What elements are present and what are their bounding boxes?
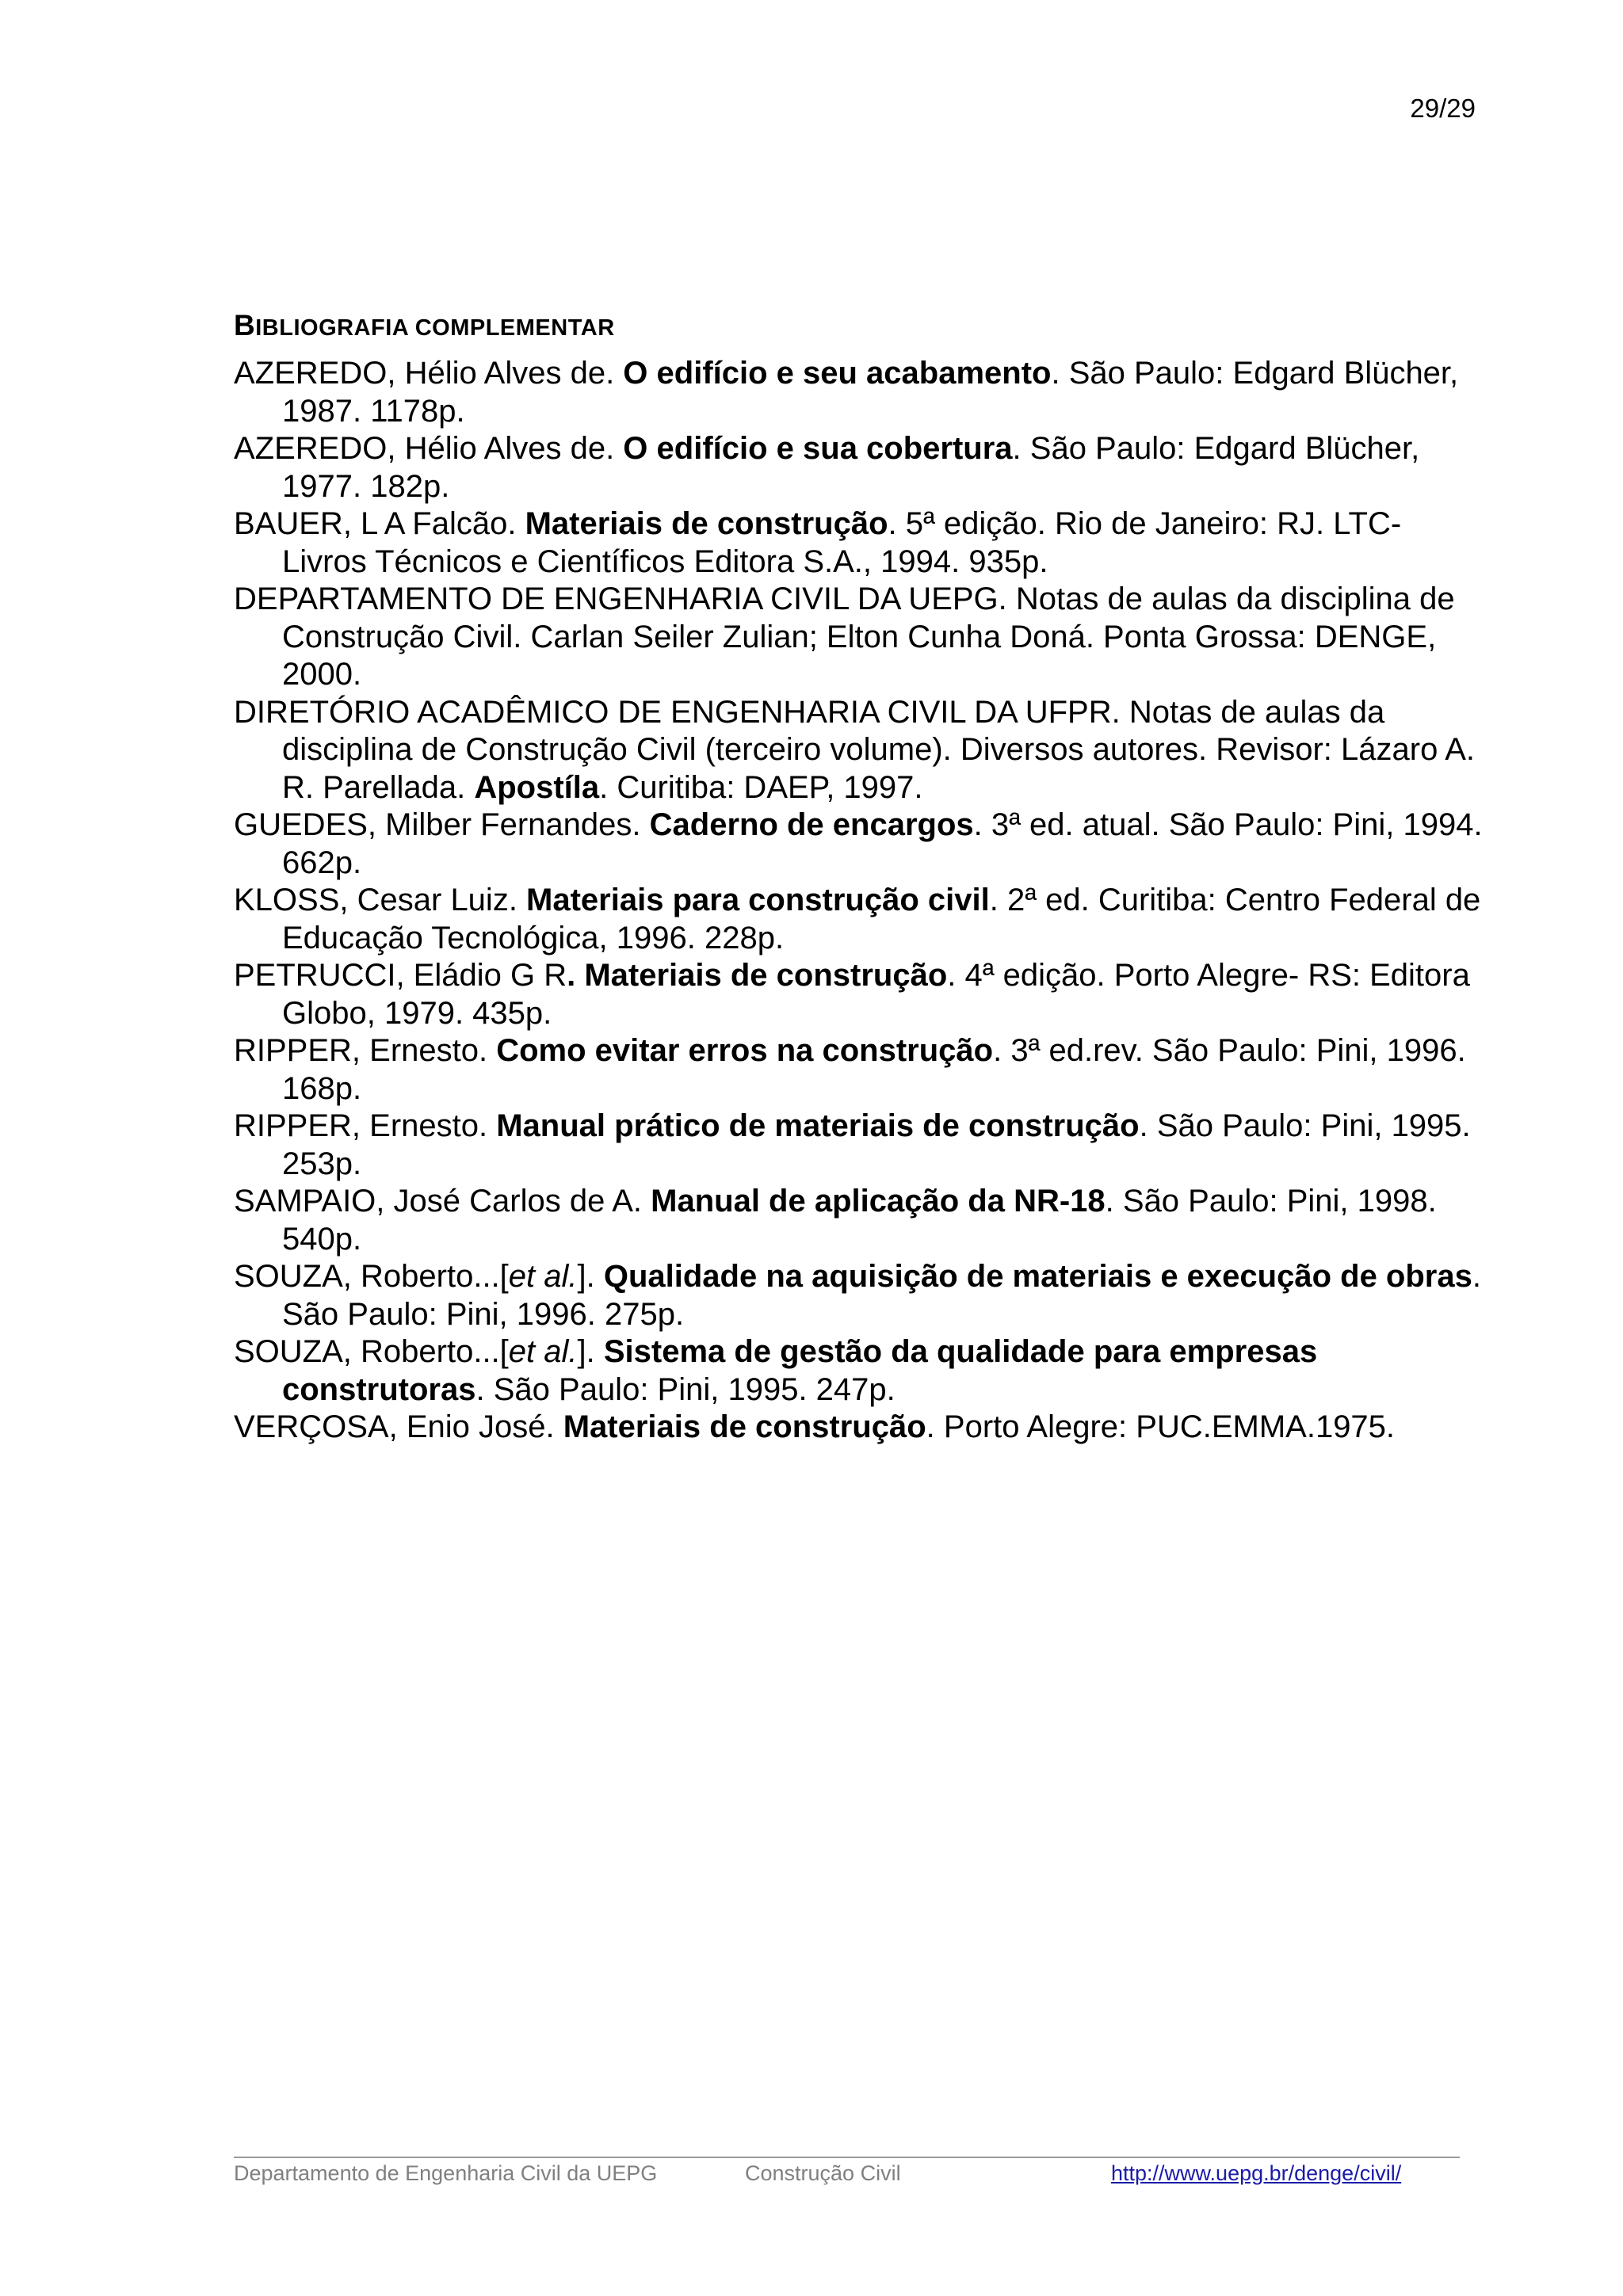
reference-entry: RIPPER, Ernesto. Manual prático de materiais de construção. São Paulo: Pini, 1995. 253p.	[234, 1108, 1471, 1181]
reference-entry: BAUER, L A Falcão. Materiais de construção. 5ª edição. Rio de Janeiro: RJ. LTC- Livros Técnicos e Científicos Editora S.A., 1994. 935p.	[234, 506, 1402, 579]
reference-entry: GUEDES, Milber Fernandes. Caderno de encargos. 3ª ed. atual. São Paulo: Pini, 1994. 662p.	[234, 807, 1483, 880]
footer-department: Departamento de Engenharia Civil da UEPG	[234, 2161, 658, 2185]
reference-entry: SAMPAIO, José Carlos de A. Manual de aplicação da NR-18. São Paulo: Pini, 1998. 540p.	[234, 1184, 1437, 1257]
reference-entry: DIRETÓRIO ACADÊMICO DE ENGENHARIA CIVIL DA UFPR. Notas de aulas da disciplina de Construção Civil (terceiro volume). Diversos autores. Revisor: Lázaro A. R. Parellada. Apostíla. Curitiba: DAEP, 1997.	[234, 694, 1476, 805]
reference-entry: RIPPER, Ernesto. Como evitar erros na construção. 3ª ed.rev. São Paulo: Pini, 1996. 168p.	[234, 1033, 1466, 1106]
reference-list	[234, 355, 1486, 1447]
reference-entry: KLOSS, Cesar Luiz. Materiais para construção civil. 2ª ed. Curitiba: Centro Federal de Educação Tecnológica, 1996. 228p.	[234, 883, 1481, 955]
section-heading	[234, 309, 615, 342]
reference-entry: AZEREDO, Hélio Alves de. O edifício e seu acabamento. São Paulo: Edgard Blücher, 1987. 1178p.	[234, 356, 1459, 429]
reference-entry: VERÇOSA, Enio José. Materiais de construção. Porto Alegre: PUC.EMMA.1975.	[234, 1409, 1396, 1444]
footer-url-link[interactable]: http://www.uepg.br/denge/civil/	[1111, 2161, 1402, 2185]
section-heading-initial: B	[234, 309, 256, 341]
reference-entry: SOUZA, Roberto...[et al.]. Sistema de gestão da qualidade para empresas construtoras. São Paulo: Pini, 1995. 247p.	[234, 1334, 1318, 1407]
reference-entry: DEPARTAMENTO DE ENGENHARIA CIVIL DA UEPG. Notas de aulas da disciplina de Construção Civil. Carlan Seiler Zulian; Elton Cunha Doná. Ponta Grossa: DENGE, 2000.	[234, 582, 1455, 692]
footer-course: Construção Civil	[745, 2161, 901, 2185]
reference-entry: AZEREDO, Hélio Alves de. O edifício e sua cobertura. São Paulo: Edgard Blücher, 1977. 182p.	[234, 431, 1420, 504]
footer-divider	[234, 2157, 1460, 2158]
page-number: 29/29	[1410, 93, 1476, 123]
reference-entry: SOUZA, Roberto...[et al.]. Qualidade na aquisição de materiais e execução de obras. São Paulo: Pini, 1996. 275p.	[234, 1259, 1481, 1332]
section-heading-rest: IBLIOGRAFIA COMPLEMENTAR	[255, 315, 615, 341]
reference-entry: PETRUCCI, Eládio G R. Materiais de construção. 4ª edição. Porto Alegre- RS: Editora Globo, 1979. 435p.	[234, 958, 1470, 1031]
